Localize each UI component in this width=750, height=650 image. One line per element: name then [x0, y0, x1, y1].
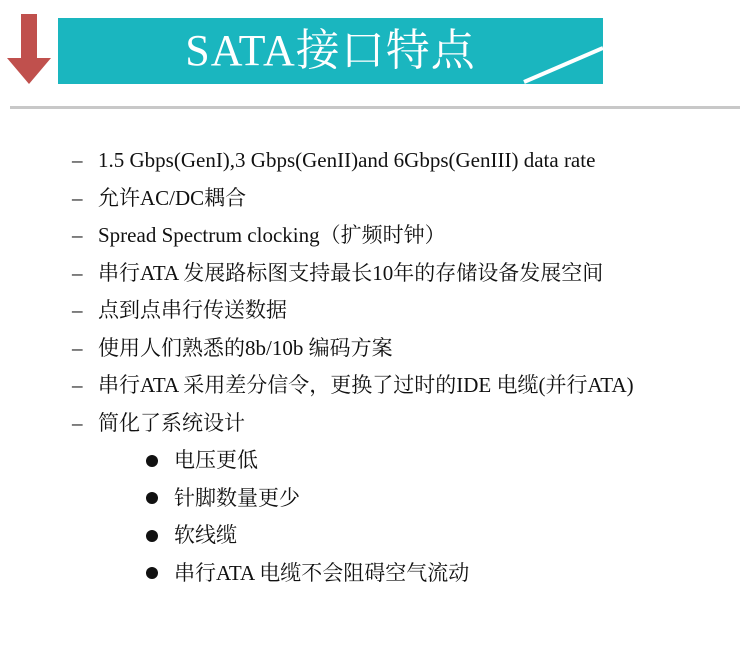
title-banner [58, 18, 603, 84]
sub-list-item-text: 电压更低 [174, 448, 258, 472]
bullet-dot-icon [146, 567, 158, 579]
dash-marker: – [72, 410, 83, 435]
dash-marker: – [72, 185, 83, 210]
bullet-list [72, 142, 712, 592]
bullet-dot-icon [146, 492, 158, 504]
bullet-dot-icon [146, 455, 158, 467]
sub-list-item-text: 串行ATA 电缆不会阻碍空气流动 [174, 560, 470, 585]
list-item-text: 1.5 Gbps(GenI),3 Gbps(GenII)and 6Gbps(GenIII) data rate [98, 148, 596, 172]
list-item [72, 292, 712, 330]
sub-list-item-text: 软线缆 [174, 523, 237, 547]
banner-slash-decoration [58, 18, 603, 84]
list-item [72, 142, 712, 180]
list-item-text: 简化了系统设计 [98, 410, 245, 435]
sub-list-item [146, 517, 712, 555]
list-item [72, 255, 712, 293]
list-item-text: 允许AC/DC耦合 [98, 185, 247, 210]
list-item [72, 405, 712, 443]
slide-title: SATA接口特点 [185, 26, 476, 75]
sub-list-item [146, 480, 712, 518]
down-arrow-icon [7, 14, 51, 84]
list-item-text: 点到点串行传送数据 [98, 298, 287, 322]
dash-marker: – [72, 260, 83, 285]
sub-list-item-text: 针脚数量更少 [174, 485, 300, 510]
bullet-dot-icon [146, 530, 158, 542]
list-item [72, 180, 712, 218]
sub-list-item [146, 442, 712, 480]
list-item [72, 330, 712, 368]
list-item-text: Spread Spectrum clocking（扩频时钟） [98, 223, 446, 247]
dash-marker: – [72, 223, 83, 247]
dash-marker: – [72, 298, 83, 322]
list-item [72, 367, 712, 405]
dash-marker: – [72, 148, 83, 172]
sub-bullet-list [146, 442, 712, 592]
list-item [72, 217, 712, 255]
title-divider [10, 106, 740, 109]
sub-list-item [146, 555, 712, 593]
list-item-text: 串行ATA 采用差分信令，更换了过时的IDE 电缆(并行ATA) [98, 373, 634, 397]
list-item-text: 串行ATA 发展路标图支持最长10年的存储设备发展空间 [98, 260, 604, 285]
dash-marker: – [72, 335, 83, 360]
dash-marker: – [72, 373, 83, 397]
list-item-text: 使用人们熟悉的8b/10b 编码方案 [98, 335, 393, 360]
